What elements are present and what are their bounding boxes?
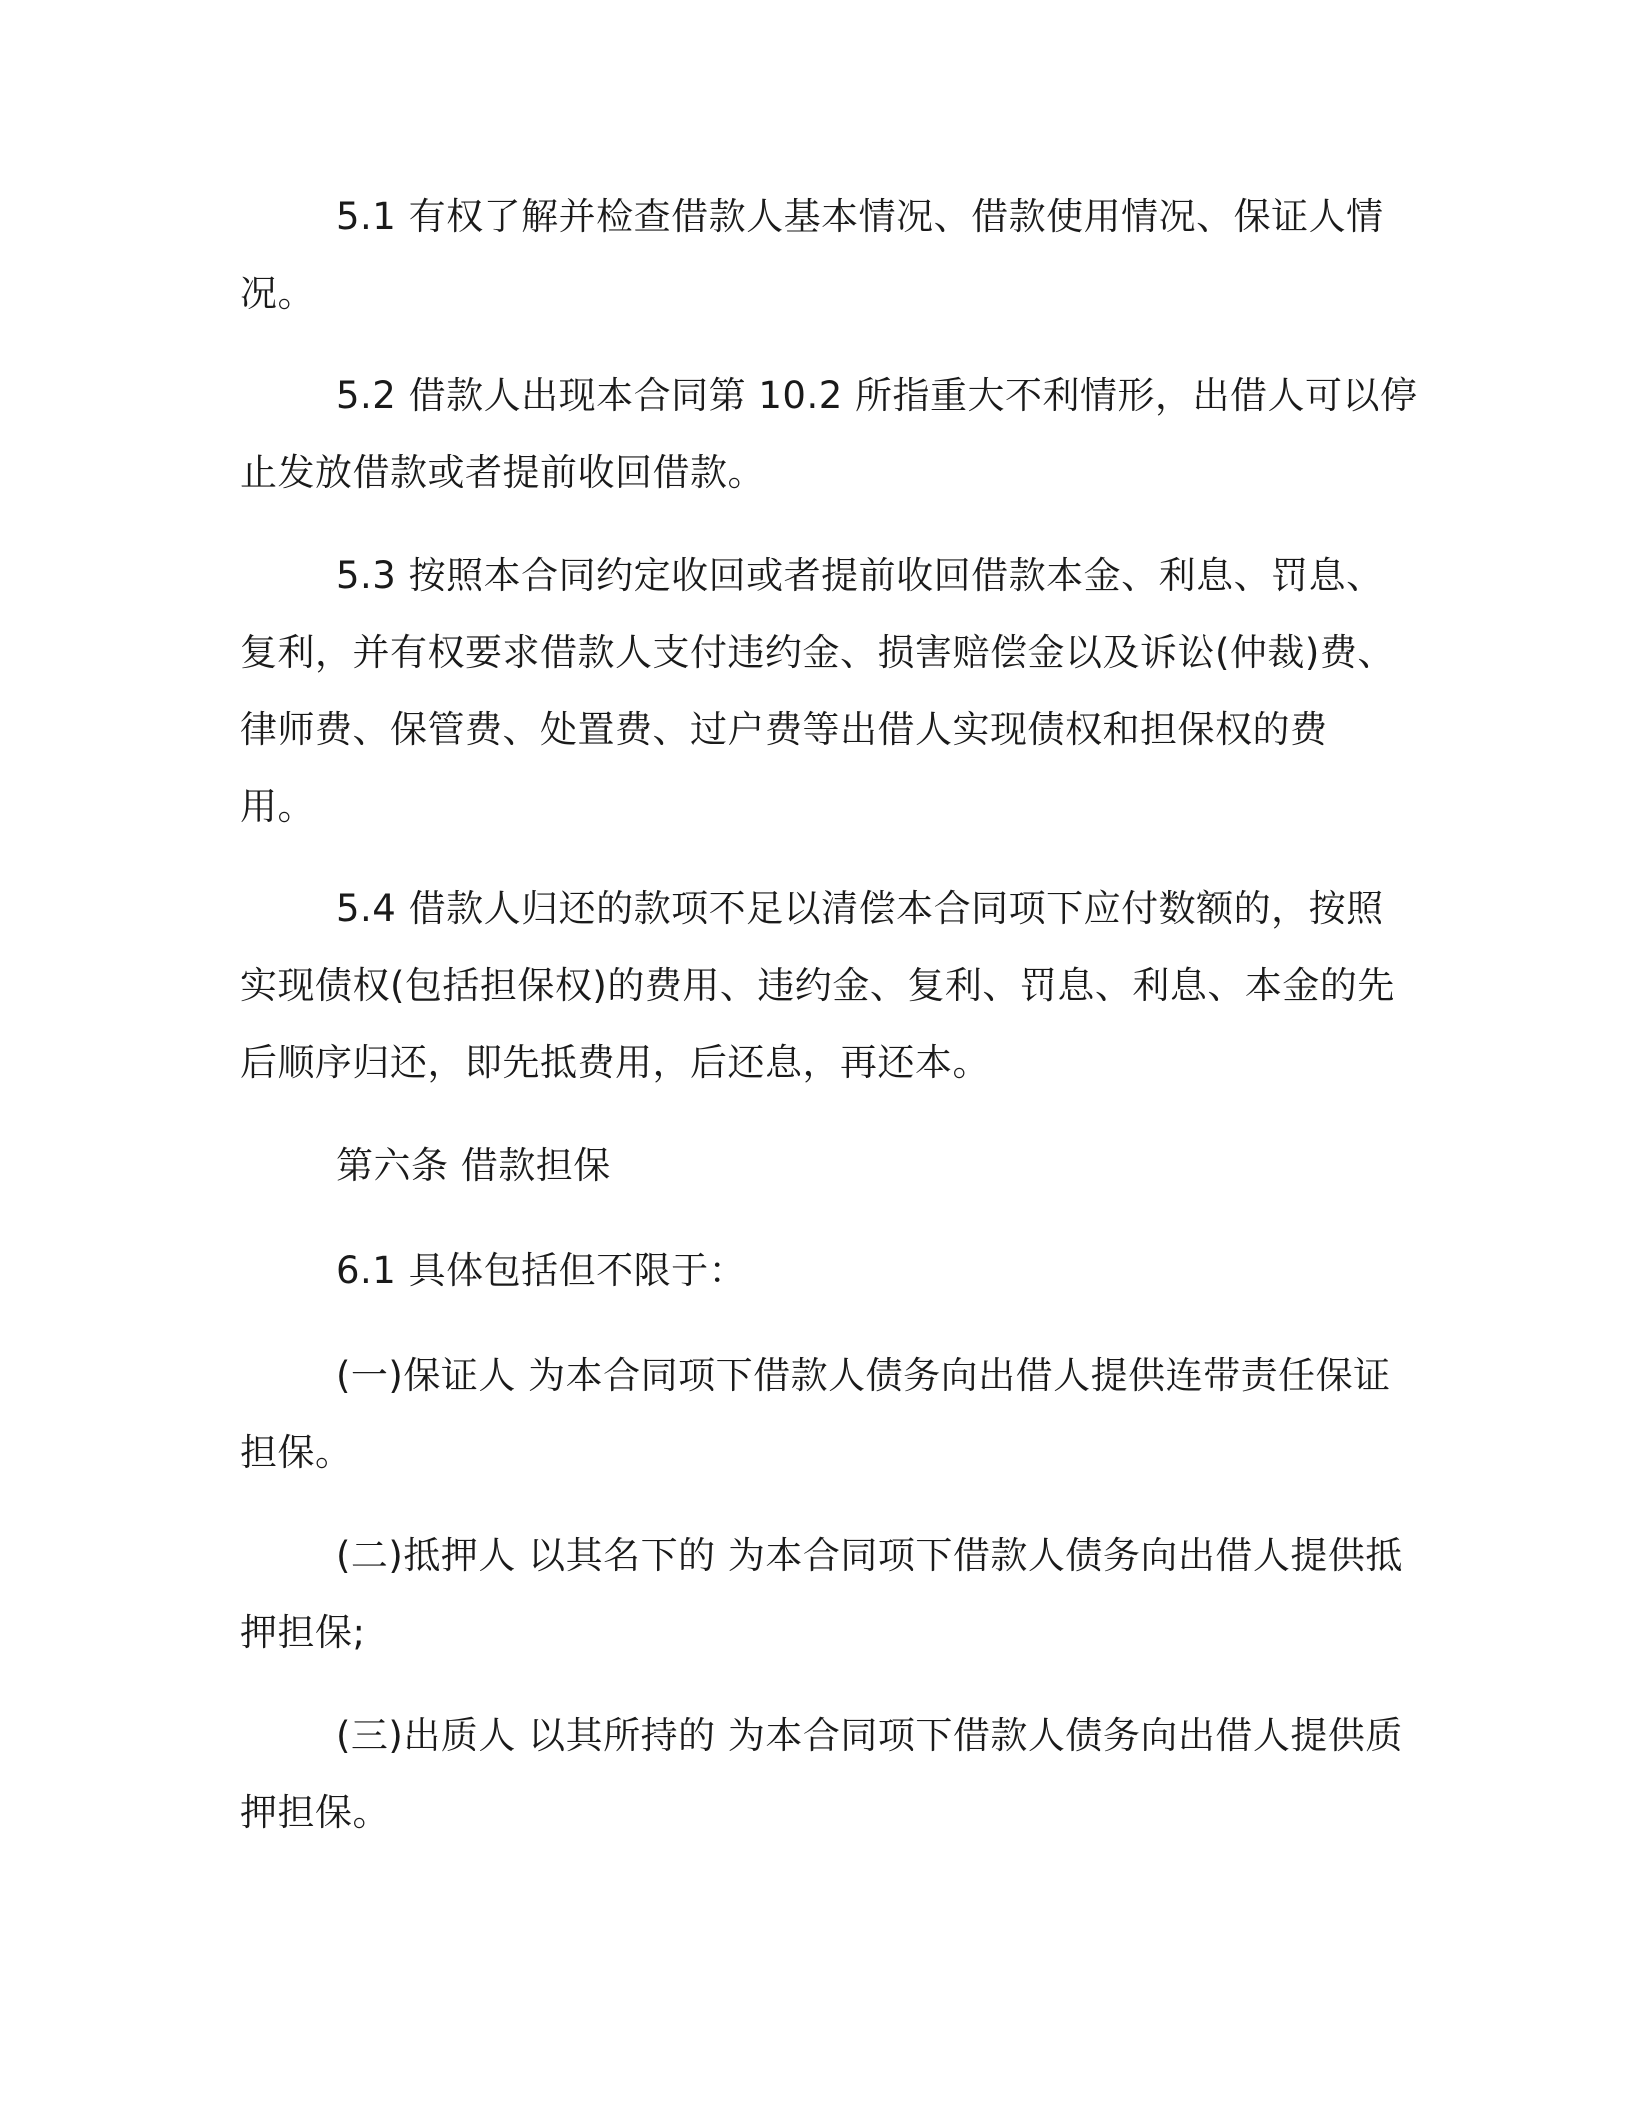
paragraph-line: 复利，并有权要求借款人支付违约金、损害赔偿金以及诉讼(仲裁)费、	[240, 631, 1395, 674]
paragraph-line: 6.1 具体包括但不限于：	[336, 1249, 747, 1292]
paragraph-line: 押担保。	[240, 1791, 390, 1834]
paragraph-6-1-a	[240, 1337, 1390, 1491]
paragraph-line: 5.1 有权了解并检查借款人基本情况、借款使用情况、保证人情	[336, 195, 1384, 238]
paragraph-line: 实现债权(包括担保权)的费用、违约金、复利、罚息、利息、本金的先	[240, 964, 1395, 1007]
paragraph-line: 担保。	[240, 1431, 353, 1474]
paragraph-line: 5.3 按照本合同约定收回或者提前收回借款本金、利息、罚息、	[336, 554, 1384, 597]
paragraph-line: 止发放借款或者提前收回借款。	[240, 451, 765, 494]
paragraph-line: 律师费、保管费、处置费、过户费等出借人实现债权和担保权的费	[240, 708, 1328, 751]
paragraph-line: (三)出质人 以其所持的 为本合同项下借款人债务向出借人提供质	[336, 1714, 1403, 1757]
paragraph-5-3	[240, 537, 1395, 845]
section-heading: 第六条 借款担保	[336, 1144, 611, 1187]
paragraph-line: 况。	[240, 272, 315, 315]
paragraph-5-4	[240, 870, 1395, 1101]
paragraph-line: 5.4 借款人归还的款项不足以清偿本合同项下应付数额的，按照	[336, 887, 1384, 930]
paragraph-line: 后顺序归还，即先抵费用，后还息，再还本。	[240, 1041, 990, 1084]
paragraph-line: 用。	[240, 785, 315, 828]
paragraph-line: 押担保;	[240, 1611, 366, 1654]
paragraph-5-2	[240, 357, 1418, 511]
article-6-heading	[240, 1127, 1390, 1204]
paragraph-line: 5.2 借款人出现本合同第 10.2 所指重大不利情形，出借人可以停	[336, 374, 1418, 417]
paragraph-5-1	[240, 178, 1390, 332]
paragraph-6-1-b	[240, 1517, 1403, 1671]
paragraph-6-1-c	[240, 1697, 1403, 1851]
paragraph-6-1	[240, 1232, 1390, 1309]
paragraph-line: (二)抵押人 以其名下的 为本合同项下借款人债务向出借人提供抵	[336, 1534, 1403, 1577]
paragraph-line: (一)保证人 为本合同项下借款人债务向出借人提供连带责任保证	[336, 1354, 1391, 1397]
